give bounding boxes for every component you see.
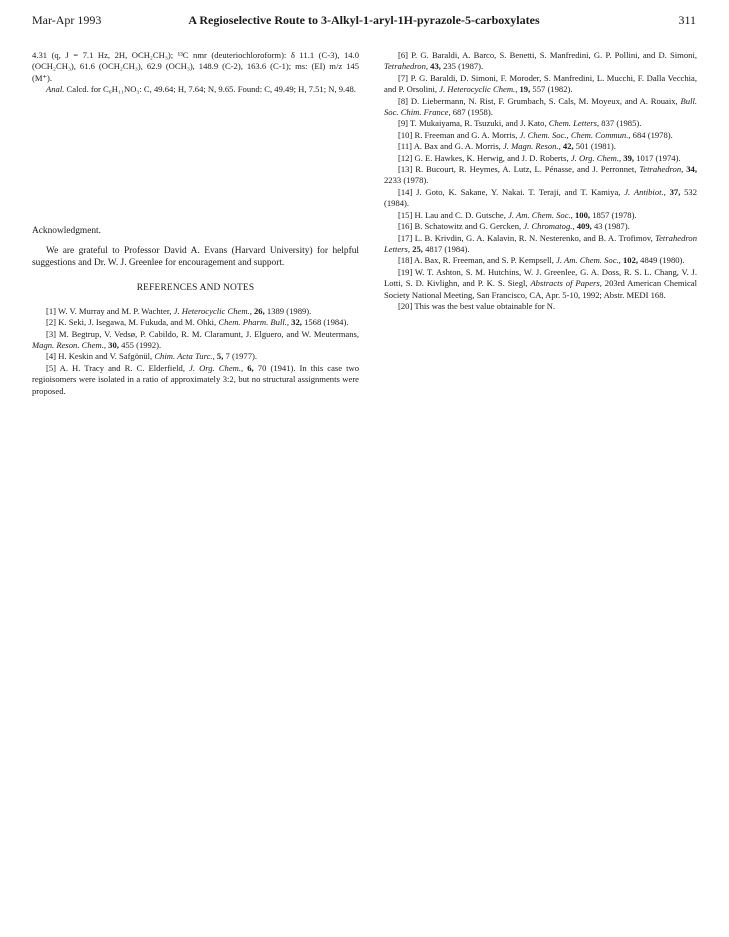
reference-number: [9]	[398, 118, 409, 129]
reference-volume: 32,	[291, 317, 302, 328]
reference-item	[32, 317, 359, 328]
reference-detail: 1568 (1984).	[304, 317, 349, 328]
reference-journal: Chim. Acta Turc.,	[154, 351, 215, 362]
reference-volume: 30,	[108, 340, 119, 351]
reference-journal: J. Am. Chem. Soc.,	[556, 255, 621, 266]
reference-authors: A. H. Tracy and R. C. Elderfield,	[59, 362, 185, 373]
reference-detail: 70 (1941). In this case two regioisomers were isolated in a ratio of approximately 3:2, but no structural assignments were proposed.	[32, 362, 360, 396]
reference-item	[384, 153, 697, 164]
reference-detail: 455 (1992).	[121, 340, 162, 351]
reference-item	[32, 351, 359, 362]
reference-detail: 43 (1987).	[593, 221, 630, 232]
reference-detail: 7 (1977).	[225, 351, 258, 362]
reference-authors: J. Goto, K. Sakane, Y. Nakai. T. Teraji, and T. Kamiya,	[416, 186, 621, 197]
reference-number: [14]	[398, 186, 413, 197]
reference-authors: A. Bax, R. Freeman, and S. P. Kempsell,	[414, 255, 554, 266]
page-header	[32, 13, 696, 31]
reference-detail: 1389 (1989).	[266, 305, 312, 316]
reference-volume: 6,	[247, 362, 254, 373]
reference-authors: T. Mukaiyama, R. Tsuzuki, and J. Kato,	[410, 118, 547, 129]
reference-authors: H. Lau and C. D. Gutsche,	[414, 209, 506, 220]
reference-item	[384, 255, 697, 266]
reference-authors: D. Liebermann, N. Rist, F. Grumbach, S. Cals, M. Moyeux, and A. Rouaix,	[410, 95, 678, 106]
reference-number: [15]	[398, 209, 413, 220]
reference-authors: A. Bax and G. A. Morris,	[413, 141, 501, 152]
acknowledgment-text: We are grateful to Professor David A. Evans (Harvard University) for helpful suggestions and Dr. W. J. Greenlee for encouragement and support.	[32, 246, 359, 269]
column-gap	[32, 96, 359, 226]
issue-date: Mar-Apr 1993	[32, 13, 102, 27]
reference-number: [18]	[398, 255, 413, 266]
reference-journal: Tetrahedron Letters,	[384, 232, 697, 254]
reference-item	[384, 210, 697, 221]
reference-authors: R. Freeman and G. A. Morris,	[414, 129, 518, 140]
reference-number: [16]	[398, 221, 413, 232]
right-column	[384, 50, 697, 312]
reference-authors: W. T. Ashton, S. M. Hutchins, W. J. Greenlee, G. A. Doss, R. S. L. Chang, V. J. Lotti, S. D. Kivlighn, and P. K. S. Siegl,	[384, 266, 697, 289]
reference-journal: J. Org. Chem.,	[189, 362, 244, 373]
reference-item	[32, 306, 359, 317]
reference-detail: 4817 (1984).	[425, 243, 470, 254]
reference-item	[384, 130, 697, 141]
page-number: 311	[678, 13, 696, 27]
reference-volume: 100,	[574, 209, 591, 220]
reference-number: [19]	[398, 266, 413, 277]
reference-number: [8]	[398, 95, 409, 106]
reference-journal: Chem. Pharm. Bull.,	[218, 317, 290, 328]
reference-volume: 37,	[669, 186, 681, 197]
reference-authors: K. Seki, J. Isegawa, M. Fukuda, and M. Ohki,	[58, 317, 217, 328]
reference-detail: 687 (1958).	[452, 107, 493, 118]
reference-number: [20]	[398, 300, 413, 311]
reference-detail: 1857 (1978).	[592, 209, 637, 220]
reference-journal: J. Heterocyclic Chem.,	[173, 305, 252, 316]
reference-journal: Abstracts of Papers,	[530, 278, 602, 289]
reference-detail: 203rd American Chemical Society National Meeting, San Francisco, CA, Apr. 5-10, 1992; Abstr. MEDI 168.	[384, 278, 697, 300]
reference-item	[384, 233, 697, 256]
reference-volume: 19,	[519, 84, 531, 95]
references-list-left	[32, 306, 359, 397]
reference-authors: P. G. Baraldi, A. Barco, S. Benetti, S. Manfredini, G. P. Pollini, and D. Simoni,	[411, 50, 697, 60]
nmr-data-paragraph: 4.31 (q, J = 7.1 Hz, 2H, OCH₂CH₃); ¹³C nmr (deuteriochloroform): δ 11.1 (C-3), 14.0 (OCH₂CH₃), 61.6 (OCH₂CH₃), 62.9 (OCH₃), 148.9 (C-2), 163.6 (C-1); ms: (EI) m/z 145 (M⁺).	[32, 50, 359, 83]
reference-number: [13]	[398, 164, 413, 175]
reference-detail: 684 (1978).	[632, 129, 673, 140]
acknowledgment-heading: Acknowledgment.	[32, 225, 101, 236]
reference-item	[384, 73, 697, 96]
running-title: A Regioselective Route to 3-Alkyl-1-aryl-1H-pyrazole-5-carboxylates	[188, 13, 540, 27]
reference-authors: R. Bucourt, R. Heymes, A. Lutz, L. Pénasse, and J. Perronnet,	[415, 164, 637, 175]
reference-item	[384, 141, 697, 152]
reference-journal: J. Chem. Soc., Chem. Commun.,	[519, 129, 631, 140]
reference-number: [7]	[398, 72, 409, 83]
reference-journal: Tetrahedron,	[384, 61, 429, 72]
reference-journal: J. Heterocyclic Chem.,	[439, 84, 518, 95]
references-heading: REFERENCES AND NOTES	[136, 283, 255, 294]
reference-volume: 34,	[686, 164, 697, 175]
reference-number: [4]	[46, 351, 57, 362]
reference-number: [10]	[398, 129, 413, 140]
reference-volume: 25,	[412, 243, 423, 254]
reference-journal: J. Antibiot.,	[624, 186, 666, 197]
reference-item	[384, 96, 697, 119]
reference-journal: Tetrahedron,	[639, 164, 684, 175]
reference-detail: 501 (1981).	[575, 141, 616, 152]
reference-number: [12]	[398, 152, 413, 163]
reference-authors: L. B. Krivdin, G. A. Kalavin, R. N. Nesterenko, and B. A. Trofimov,	[414, 232, 653, 243]
reference-number: [11]	[398, 141, 412, 152]
reference-authors: This was the best value obtainable for N.	[414, 300, 556, 311]
left-column	[32, 50, 359, 397]
reference-volume: 39,	[623, 152, 635, 163]
reference-detail: 235 (1987).	[443, 61, 484, 72]
analysis-paragraph	[32, 84, 359, 95]
reference-volume: 43,	[430, 61, 441, 72]
reference-detail: 532 (1984).	[384, 186, 698, 209]
reference-journal: J. Am. Chem. Soc.,	[508, 209, 573, 220]
reference-journal: J. Org. Chem.,	[570, 152, 622, 163]
reference-volume: 409,	[576, 221, 592, 232]
reference-detail: 557 (1982).	[532, 84, 573, 95]
reference-number: [3]	[46, 328, 57, 339]
reference-item	[384, 187, 697, 210]
reference-authors: B. Schatowitz and G. Gercken,	[414, 221, 522, 232]
reference-item	[384, 164, 697, 187]
reference-authors: P. G. Baraldi, D. Simoni, F. Moroder, S. Manfredini, L. Mucchi, F. Dalla Vecchia, and P. Orsolini,	[384, 72, 697, 95]
reference-item	[384, 50, 697, 73]
reference-authors: G. E. Hawkes, K. Herwig, and J. D. Roberts,	[414, 152, 569, 163]
reference-journal: Chem. Letters,	[548, 118, 600, 129]
references-list-right	[384, 50, 697, 312]
reference-volume: 42,	[562, 141, 574, 152]
reference-number: [1]	[46, 305, 57, 316]
reference-number: [5]	[46, 362, 57, 373]
reference-volume: 5,	[216, 351, 224, 362]
reference-journal: J. Chromatog.,	[523, 221, 575, 232]
reference-number: [17]	[398, 232, 413, 243]
reference-journal: Magn. Reson. Chem.,	[32, 340, 106, 351]
reference-item	[32, 363, 359, 397]
reference-journal: J. Magn. Reson.,	[502, 141, 561, 152]
reference-authors: W. V. Murray and M. P. Wachter,	[58, 305, 172, 316]
reference-authors: M. Begtrup, V. Vedsø, P. Cabildo, R. M. Claramunt, J. Elguero, and W. Meutermans,	[58, 328, 359, 339]
analysis-text: Calcd. for C₆H₁₁NO₃: C, 49.64; H, 7.64; N, 9.65. Found: C, 49.49; H, 7.51; N, 9.48.	[66, 84, 356, 95]
reference-item	[384, 267, 697, 301]
reference-item	[384, 118, 697, 129]
reference-volume: 102,	[622, 255, 639, 266]
reference-journal: Bull. Soc. Chim. France,	[384, 95, 698, 118]
reference-detail: 1017 (1974).	[636, 152, 681, 163]
reference-detail: 2233 (1978).	[384, 175, 429, 186]
reference-item	[384, 221, 697, 232]
reference-volume: 26,	[254, 305, 265, 316]
reference-item	[32, 329, 359, 352]
reference-number: [6]	[398, 50, 409, 60]
reference-number: [2]	[46, 317, 57, 328]
reference-detail: 4849 (1980).	[640, 255, 685, 266]
reference-detail: 837 (1985).	[601, 118, 642, 129]
analysis-label: Anal.	[46, 84, 65, 95]
reference-item	[384, 301, 697, 312]
reference-authors: H. Keskin and V. Safgönül,	[58, 351, 153, 362]
